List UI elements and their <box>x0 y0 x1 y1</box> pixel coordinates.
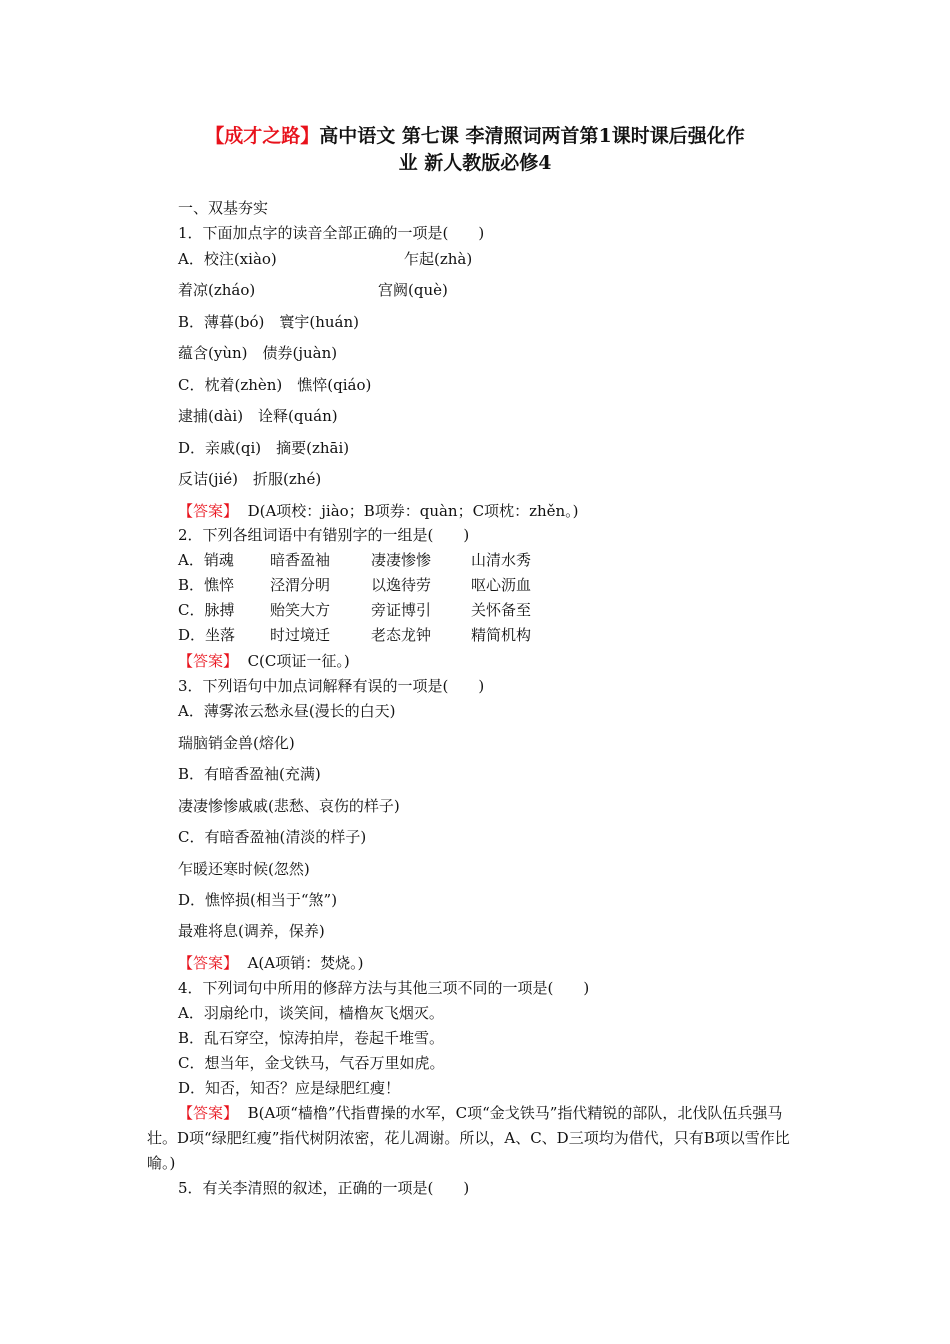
q3-option-c-1: C．有暗香盈袖(清淡的样子) <box>178 828 367 846</box>
q3-option-b-2: 凄凄惨惨戚戚(悲愁、哀伤的样子) <box>178 797 400 815</box>
q3-stem: 3．下列语句中加点词解释有误的一项是( ) <box>178 677 485 695</box>
q2-b-2: 泾渭分明 <box>270 576 331 594</box>
q1-option-a-3: 着凉(zháo) <box>178 281 256 299</box>
q3-option-a-1: A．薄雾浓云愁永昼(漫长的白天) <box>178 702 396 720</box>
q4-answer <box>147 1101 807 1176</box>
q1-option-b-2: 蕴含(yùn) 债券(juàn) <box>178 344 338 362</box>
q3-option-b-1: B．有暗香盈袖(充满) <box>178 765 321 783</box>
q1-option-d-2: 反诘(jié) 折服(zhé) <box>178 470 322 488</box>
title-line2: 业 新人教版必修4 <box>398 152 552 174</box>
answer-label: 【答案】 <box>178 652 239 670</box>
q2-row-c <box>178 600 531 620</box>
title-line1: 高中语文 第七课 李清照词两首第1课时课后强化作 <box>319 125 745 147</box>
q4-option-b: B．乱石穿空，惊涛拍岸，卷起千堆雪。 <box>178 1029 445 1047</box>
q2-b-1: B．憔悴 <box>178 576 235 594</box>
q3-option-d-1: D．憔悴损(相当于“煞”) <box>178 891 338 909</box>
q2-c-3: 旁证博引 <box>371 601 432 619</box>
q3-answer <box>178 953 363 973</box>
q1-stem: 1．下面加点字的读音全部正确的一项是( ) <box>178 224 485 242</box>
section-heading: 一、双基夯实 <box>178 199 269 217</box>
title-bracket: 【成才之路】 <box>205 125 320 147</box>
q2-answer-text: C(C项证一征。) <box>247 652 350 670</box>
q3-option-a-2: 瑞脑销金兽(熔化) <box>178 734 295 752</box>
q2-stem: 2．下列各组词语中有错别字的一组是( ) <box>178 526 470 544</box>
q2-c-1: C．脉搏 <box>178 601 235 619</box>
q1-option-d-1: D．亲戚(qi) 摘要(zhāi) <box>178 439 350 457</box>
q2-row-d <box>178 625 531 645</box>
answer-label: 【答案】 <box>178 502 239 520</box>
q2-c-4: 关怀备至 <box>471 601 532 619</box>
q1-option-c-1: C．枕着(zhèn) 憔悴(qiáo) <box>178 376 372 394</box>
q2-d-2: 时过境迁 <box>270 626 331 644</box>
q1-option-a-2: 乍起(zhà) <box>404 250 473 268</box>
q4-stem: 4．下列词句中所用的修辞方法与其他三项不同的一项是( ) <box>178 979 590 997</box>
q1-option-a-1: A．校注(xiào) <box>178 250 277 268</box>
answer-label: 【答案】 <box>178 954 239 972</box>
q3-answer-text: A(A项销：焚烧。) <box>247 954 364 972</box>
q4-option-c: C．想当年，金戈铁马，气吞万里如虎。 <box>178 1054 445 1072</box>
q1-answer <box>178 501 579 521</box>
q2-a-1: A．销魂 <box>178 551 234 569</box>
q2-d-3: 老态龙钟 <box>371 626 432 644</box>
q2-d-1: D．坐落 <box>178 626 236 644</box>
q1-answer-text: D(A项校：jiào；B项券：quàn；C项枕：zhěn。) <box>247 502 579 520</box>
q2-c-2: 贻笑大方 <box>270 601 331 619</box>
q3-option-d-2: 最难将息(调养，保养) <box>178 922 325 940</box>
answer-label: 【答案】 <box>178 1104 239 1122</box>
q2-b-3: 以逸待劳 <box>371 576 432 594</box>
q2-a-3: 凄凄惨惨 <box>371 551 432 569</box>
q2-d-4: 精简机构 <box>471 626 532 644</box>
q2-answer <box>178 651 350 671</box>
q1-option-c-2: 逮捕(dài) 诠释(quán) <box>178 407 338 425</box>
q2-a-4: 山清水秀 <box>471 551 532 569</box>
q5-stem: 5．有关李清照的叙述，正确的一项是( ) <box>178 1179 470 1197</box>
q2-b-4: 呕心沥血 <box>471 576 532 594</box>
q1-option-b-1: B．薄暮(bó) 寰宇(huán) <box>178 313 359 331</box>
q2-row-b <box>178 575 531 595</box>
q4-option-a: A．羽扇纶巾，谈笑间，樯橹灰飞烟灭。 <box>178 1004 444 1022</box>
q2-row-a <box>178 550 531 570</box>
q3-option-c-2: 乍暖还寒时候(忽然) <box>178 860 310 878</box>
q1-option-a-4: 宫阙(què) <box>378 281 448 299</box>
document-title <box>120 123 830 177</box>
q2-a-2: 暗香盈袖 <box>270 551 331 569</box>
q4-answer-text: B(A项“樯橹”代指曹操的水军，C项“金戈铁马”指代精锐的部队，北伐队伍兵强马壮。D项“绿肥红瘦”指代树阴浓密，花儿凋谢。所以，A、C、D三项均为借代，只有B项以雪作比喻。) <box>147 1104 790 1172</box>
q4-option-d: D．知否，知否？应是绿肥红瘦！ <box>178 1079 401 1097</box>
